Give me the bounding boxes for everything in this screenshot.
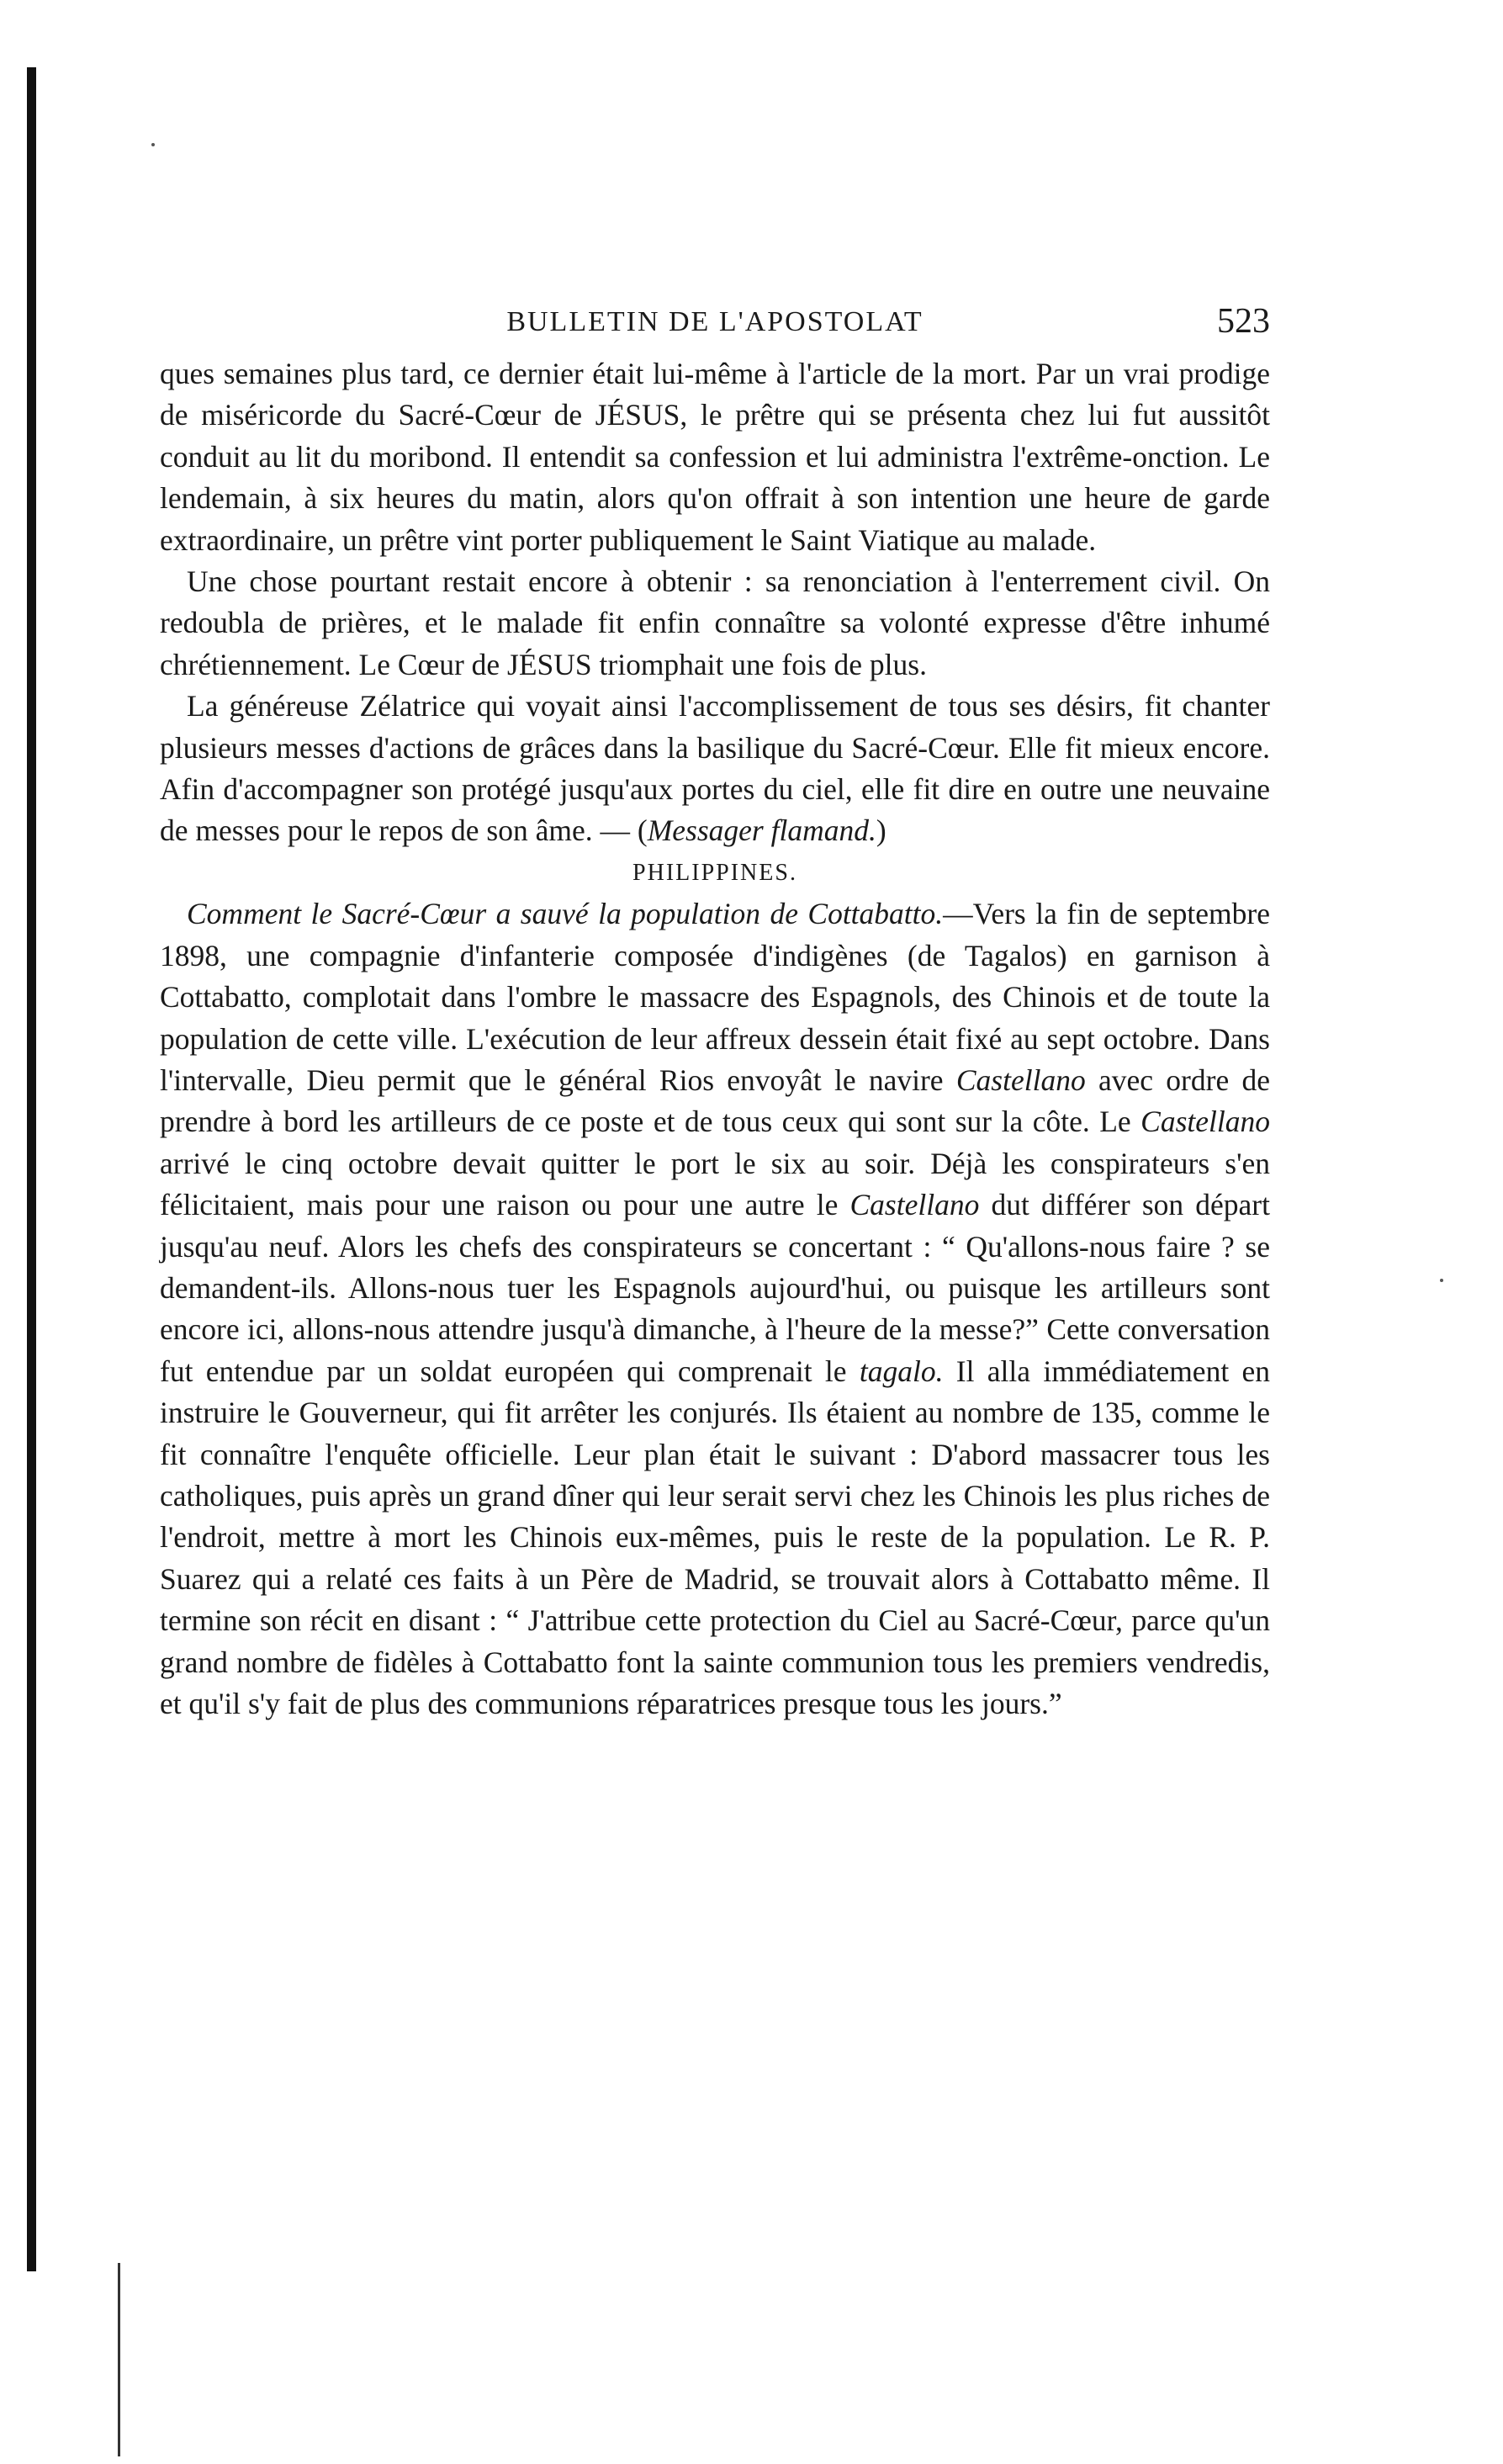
page-number: 523 [1217,302,1270,341]
book-page [160,294,1270,1725]
article-text: —Vers la fin de septembre 1898, une compagnie d'infanterie composée d'indigènes (de Tagalos) en garnison à Cottabatto, complotait dans l'ombre le massacre des Espagnols, des Chinois et de toute la population de cette ville. L'exécution de leur affreux dessein était fixé au sept octobre. Dans l'intervalle, Dieu permit que le général Rios envoyât le navire [160,897,1270,1097]
page-header [160,294,1270,353]
paper-speck [1440,1279,1443,1282]
paragraph [160,686,1270,852]
section-heading: PHILIPPINES. [632,859,797,886]
article-paragraph [160,893,1270,1725]
article-title: Comment le Sacré-Cœur a sauvé la population de Cottabatto. [187,897,944,931]
article-text: arrivé le cinq octobre devait quitter le port le six au soir. Déjà les conspirateurs s'en félicitaient, mais pour une raison ou pour une autre le [160,1146,1270,1222]
paragraph: ques semaines plus tard, ce dernier était lui-même à l'article de la mort. Par un vrai prodige de miséricorde du Sacré-Cœur de JÉSUS, le prêtre qui se présenta chez lui fut aussitôt conduit au lit du moribond. Il entendit sa confession et lui administra l'extrême-onction. Le lendemain, à six heures du matin, alors qu'on offrait à son intention une heure de garde extraordinaire, un prêtre vint porter publiquement le Saint Viatique au malade. [160,357,1270,557]
paragraph-text: La généreuse Zélatrice qui voyait ainsi l'accomplissement de tous ses désirs, fit chanter plusieurs messes d'actions de grâces dans la basilique du Sacré-Cœur. Elle fit mieux encore. Afin d'accompagner son protégé jusqu'aux portes du ciel, elle fit dire en outre une neuvaine de messes pour le repos de son âme. — ( [160,689,1270,848]
article-text: dut différer son départ jusqu'au neuf. Alors les chefs des conspirateurs se concertant : “ Qu'allons-nous faire ? se demandent-ils. Allons-nous tuer les Espagnols aujourd'hui, ou puisque les artilleurs sont encore ici, allons-nous attendre jusqu'à dimanche, à l'heure de la messe?” Cette conversation fut entendue par un soldat européen qui comprenait le [160,1188,1270,1388]
binding-edge [27,67,36,2271]
paragraph-close: ) [876,813,886,848]
ship-name: Castellano [1140,1105,1270,1139]
source-citation: Messager flamand. [647,813,876,848]
body-text [160,353,1270,1725]
binding-edge-lower [118,2263,120,2456]
ship-name: Castellano [955,1062,1086,1097]
ship-name: Castellano [849,1188,980,1222]
paper-speck [151,143,155,146]
language-name: tagalo. [859,1354,944,1388]
running-title: BULLETIN DE L'APOSTOLAT [506,306,923,337]
article-text: avec ordre de prendre à bord les artilleurs de ce poste et de tous ceux qui sont sur la côte. Le [160,1062,1270,1139]
paragraph: Une chose pourtant restait encore à obtenir : sa renonciation à l'enterrement civil. On redoubla de prières, et le malade fit enfin connaître sa volonté expresse d'être inhumé chrétiennement. Le Cœur de JÉSUS triomphait une fois de plus. [160,564,1270,681]
article-text: Il alla immédiatement en instruire le Gouverneur, qui fit arrêter les conjurés. Ils étaient au nombre de 135, comme le fit connaître l'enquête officielle. Leur plan était le suivant : D'abord massacrer tous les catholiques, puis après un grand dîner qui leur serait servi chez les Chinois les plus riches de l'endroit, mettre à mort les Chinois eux-mêmes, puis le reste de la population. Le R. P. Suarez qui a relaté ces faits à un Père de Madrid, se trouvait alors à Cottabatto même. Il termine son récit en disant : “ J'attribue cette protection du Ciel au Sacré-Cœur, parce qu'un grand nombre de fidèles à Cottabatto font la sainte communion tous les premiers vendredis, et qu'il s'y fait de plus des communions réparatrices presque tous les jours.” [160,1354,1271,1720]
